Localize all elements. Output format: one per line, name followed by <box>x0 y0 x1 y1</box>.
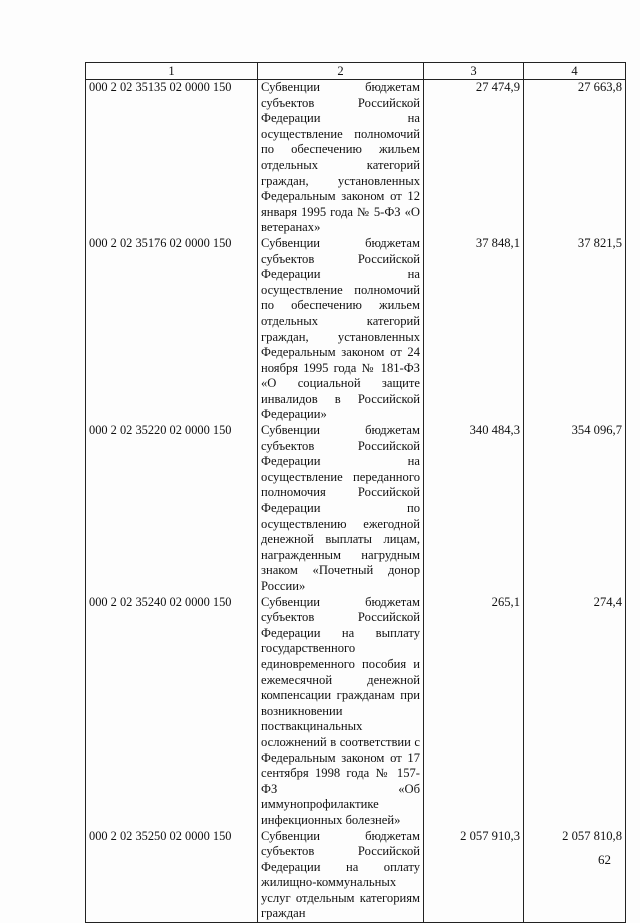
table-row <box>86 595 626 829</box>
column-header-1: 1 <box>86 63 258 80</box>
column-header-3: 3 <box>424 63 524 80</box>
budget-description: Субвенции бюджетам субъектов Российской Федерации на оплату жилищно-коммунальных услуг отдельным категориям граждан <box>258 829 424 923</box>
table-header-row <box>86 63 626 80</box>
amount-column-3: 37 848,1 <box>424 236 524 423</box>
budget-code: 000 2 02 35176 02 0000 150 <box>86 236 258 423</box>
column-header-2: 2 <box>258 63 424 80</box>
column-header-4: 4 <box>524 63 626 80</box>
amount-column-4: 274,4 <box>524 595 626 829</box>
budget-description: Субвенции бюджетам субъектов Российской Федерации на выплату государственного единовременного пособия и ежемесячной денежной компенсации гражданам при возникновении поствакцинальных осложнений в соответствии с Федеральным законом от 17 сентября 1998 года № 157-ФЗ «Об иммунопрофилактике инфекционных болезней» <box>258 595 424 829</box>
amount-column-3: 27 474,9 <box>424 80 524 236</box>
budget-description: Субвенции бюджетам субъектов Российской Федерации на осуществление полномочий по обеспечению жильем отдельных категорий граждан, установленных Федеральным законом от 24 ноября 1995 года № 181-ФЗ «О социальной защите инвалидов в Российской Федерации» <box>258 236 424 423</box>
page-number: 62 <box>598 852 611 867</box>
amount-column-3: 2 057 910,3 <box>424 829 524 923</box>
table-row <box>86 423 626 595</box>
amount-column-4: 27 663,8 <box>524 80 626 236</box>
amount-column-3: 265,1 <box>424 595 524 829</box>
budget-table <box>85 62 626 923</box>
amount-column-4: 2 057 810,8 <box>524 829 626 923</box>
budget-code: 000 2 02 35135 02 0000 150 <box>86 80 258 236</box>
amount-column-4: 354 096,7 <box>524 423 626 595</box>
budget-code: 000 2 02 35240 02 0000 150 <box>86 595 258 829</box>
table-row <box>86 80 626 236</box>
table-row <box>86 236 626 423</box>
amount-column-3: 340 484,3 <box>424 423 524 595</box>
budget-code: 000 2 02 35250 02 0000 150 <box>86 829 258 923</box>
budget-code: 000 2 02 35220 02 0000 150 <box>86 423 258 595</box>
amount-column-4: 37 821,5 <box>524 236 626 423</box>
budget-description: Субвенции бюджетам субъектов Российской Федерации на осуществление полномочий по обеспечению жильем отдельных категорий граждан, установленных Федеральным законом от 12 января 1995 года № 5-ФЗ «О ветеранах» <box>258 80 424 236</box>
table-row <box>86 829 626 923</box>
budget-description: Субвенции бюджетам субъектов Российской Федерации на осуществление переданного полномочия Российской Федерации по осуществлению ежегодной денежной выплаты лицам, награжденным нагрудным знаком «Почетный донор России» <box>258 423 424 595</box>
